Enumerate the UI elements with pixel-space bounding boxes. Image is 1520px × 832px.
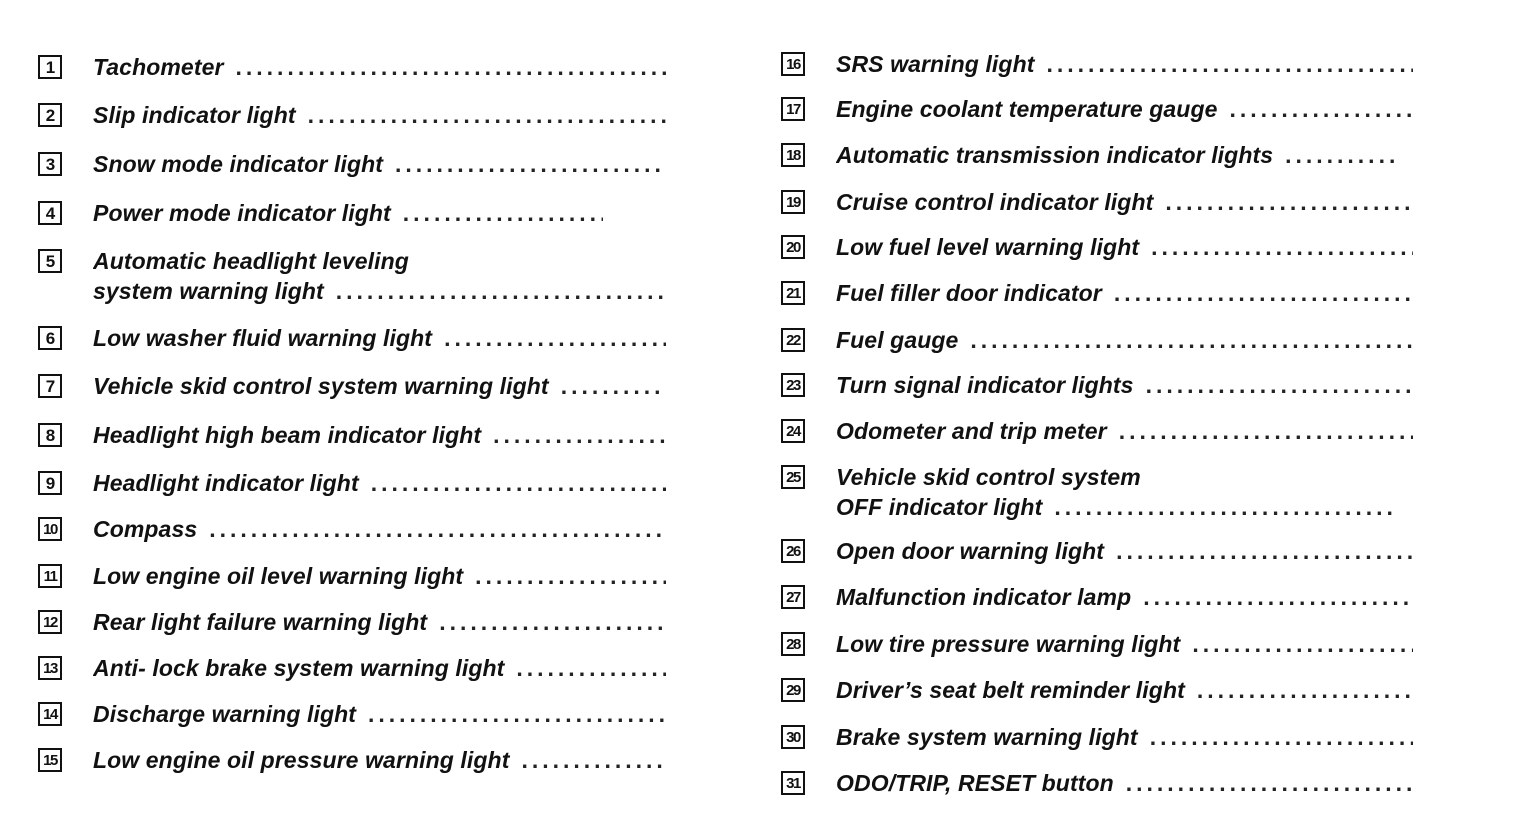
item-number-box: 7 <box>38 374 62 398</box>
item-number-box: 14 <box>38 702 62 726</box>
item-label: Automatic headlight leveling <box>93 248 409 274</box>
dot-leader <box>561 371 666 401</box>
item-number-box: 28 <box>781 632 805 656</box>
item-label: Tachometer <box>93 54 224 80</box>
dot-leader <box>236 52 666 82</box>
legend-item <box>38 371 666 401</box>
legend-item <box>38 468 666 498</box>
item-text <box>93 149 666 179</box>
legend-item <box>781 325 1413 355</box>
item-line <box>93 514 666 544</box>
item-label: Low washer fluid warning light <box>93 325 433 351</box>
item-number-box: 6 <box>38 326 62 350</box>
item-number-box: 18 <box>781 143 805 167</box>
item-text <box>836 49 1413 79</box>
item-label: Fuel filler door indicator <box>836 280 1102 306</box>
dot-leader <box>1126 768 1413 798</box>
legend-item <box>781 675 1413 705</box>
dot-leader <box>336 276 666 306</box>
item-line <box>836 416 1413 446</box>
dot-leader <box>1151 232 1413 262</box>
item-text <box>836 187 1413 217</box>
item-line <box>836 768 1413 798</box>
item-text <box>836 140 1413 170</box>
item-label: Headlight indicator light <box>93 470 359 496</box>
legend-item <box>781 582 1413 612</box>
item-label: Open door warning light <box>836 538 1105 564</box>
dot-leader <box>1197 675 1413 705</box>
item-label: Low tire pressure warning light <box>836 631 1181 657</box>
dot-leader <box>439 607 666 637</box>
legend-item <box>781 722 1413 752</box>
dot-leader <box>1143 582 1413 612</box>
item-text <box>836 370 1413 400</box>
item-line <box>93 276 666 306</box>
legend-item <box>38 745 666 775</box>
item-label: Cruise control indicator light <box>836 189 1154 215</box>
item-label: Low engine oil level warning light <box>93 563 464 589</box>
item-number-box: 30 <box>781 725 805 749</box>
item-label: system warning light <box>93 278 324 304</box>
item-number-box: 29 <box>781 678 805 702</box>
item-line <box>93 100 666 130</box>
item-text <box>93 468 666 498</box>
dot-leader <box>475 561 666 591</box>
legend-item <box>781 536 1413 566</box>
dot-leader <box>1150 722 1413 752</box>
item-number-box: 20 <box>781 235 805 259</box>
item-line <box>93 699 666 729</box>
item-line <box>836 492 1396 522</box>
item-text <box>93 514 666 544</box>
legend-item <box>38 246 666 306</box>
item-number-box: 16 <box>781 52 805 76</box>
item-label: Compass <box>93 516 198 542</box>
legend-item <box>781 278 1413 308</box>
item-number-box: 23 <box>781 373 805 397</box>
item-number-box: 4 <box>38 201 62 225</box>
item-line <box>836 187 1413 217</box>
item-line <box>93 246 666 276</box>
item-line <box>93 468 666 498</box>
item-text <box>836 325 1413 355</box>
legend-item <box>38 323 666 353</box>
item-number-box: 21 <box>781 281 805 305</box>
dot-leader <box>1114 278 1413 308</box>
item-text <box>93 607 666 637</box>
legend-item <box>38 420 666 450</box>
dot-leader <box>516 653 666 683</box>
item-number-box: 26 <box>781 539 805 563</box>
item-number-box: 13 <box>38 656 62 680</box>
item-line <box>93 52 666 82</box>
item-number-box: 17 <box>781 97 805 121</box>
item-number-box: 3 <box>38 152 62 176</box>
item-line <box>836 232 1413 262</box>
item-text <box>93 323 666 353</box>
item-label: Low engine oil pressure warning light <box>93 747 510 773</box>
item-line <box>836 49 1413 79</box>
item-line <box>836 140 1396 170</box>
item-number-box: 22 <box>781 328 805 352</box>
item-label: Fuel gauge <box>836 327 959 353</box>
item-number-box: 1 <box>38 55 62 79</box>
item-label: Vehicle skid control system <box>836 464 1141 490</box>
dot-leader <box>1165 187 1413 217</box>
dot-leader <box>970 325 1413 355</box>
item-text <box>93 420 666 450</box>
item-text <box>836 768 1413 798</box>
item-label: Vehicle skid control system warning light <box>93 373 549 399</box>
legend-item <box>38 198 666 228</box>
legend-item <box>781 187 1413 217</box>
item-text <box>93 246 666 306</box>
item-text <box>836 629 1413 659</box>
item-number-box: 19 <box>781 190 805 214</box>
legend-item <box>781 140 1413 170</box>
legend-item <box>781 768 1413 798</box>
item-text <box>836 722 1413 752</box>
dot-leader <box>1119 416 1413 446</box>
item-number-box: 8 <box>38 423 62 447</box>
item-text <box>93 371 666 401</box>
item-number-box: 31 <box>781 771 805 795</box>
item-line <box>93 420 666 450</box>
legend-item <box>38 514 666 544</box>
item-label: Odometer and trip meter <box>836 418 1107 444</box>
item-line <box>93 323 666 353</box>
item-text <box>836 416 1413 446</box>
item-label: Automatic transmission indicator lights <box>836 142 1274 168</box>
item-line <box>836 582 1413 612</box>
item-text <box>93 653 666 683</box>
item-line <box>836 462 1413 492</box>
item-label: ODO/TRIP, RESET button <box>836 770 1114 796</box>
item-label: Headlight high beam indicator light <box>93 422 482 448</box>
item-text <box>93 198 666 228</box>
item-text <box>836 232 1413 262</box>
item-number-box: 24 <box>781 419 805 443</box>
item-line <box>93 607 666 637</box>
dot-leader <box>444 323 666 353</box>
item-number-box: 25 <box>781 465 805 489</box>
legend-item <box>38 52 666 82</box>
item-line <box>836 278 1413 308</box>
item-text <box>93 745 666 775</box>
legend-item <box>38 149 666 179</box>
item-line <box>93 149 666 179</box>
item-line <box>836 722 1413 752</box>
item-label: Discharge warning light <box>93 701 357 727</box>
item-text <box>836 582 1413 612</box>
dot-leader <box>395 149 666 179</box>
item-text <box>93 100 666 130</box>
item-line <box>836 94 1413 124</box>
legend-item <box>38 100 666 130</box>
item-label: Rear light failure warning light <box>93 609 428 635</box>
item-number-box: 2 <box>38 103 62 127</box>
dot-leader <box>493 420 666 450</box>
item-line <box>836 675 1413 705</box>
item-label: OFF indicator light <box>836 494 1043 520</box>
dot-leader <box>1230 94 1414 124</box>
item-line <box>93 371 666 401</box>
legend-item <box>38 607 666 637</box>
item-label: Turn signal indicator lights <box>836 372 1134 398</box>
item-label: Anti- lock brake system warning light <box>93 655 505 681</box>
item-line <box>836 629 1413 659</box>
item-line <box>93 198 603 228</box>
item-line <box>836 370 1413 400</box>
item-number-box: 27 <box>781 585 805 609</box>
item-text <box>836 278 1413 308</box>
item-text <box>836 462 1413 522</box>
item-text <box>93 52 666 82</box>
legend-item <box>781 232 1413 262</box>
item-number-box: 10 <box>38 517 62 541</box>
item-text <box>836 536 1413 566</box>
item-line <box>93 745 666 775</box>
item-label: Snow mode indicator light <box>93 151 383 177</box>
dot-leader <box>308 100 666 130</box>
legend-item <box>38 699 666 729</box>
dot-leader <box>521 745 666 775</box>
dot-leader <box>403 198 603 228</box>
dot-leader <box>1192 629 1413 659</box>
item-label: Driver’s seat belt reminder light <box>836 677 1185 703</box>
item-number-box: 11 <box>38 564 62 588</box>
legend-item <box>38 561 666 591</box>
item-text <box>836 675 1413 705</box>
legend-item <box>781 416 1413 446</box>
item-line <box>93 653 666 683</box>
legend-item <box>38 653 666 683</box>
item-number-box: 9 <box>38 471 62 495</box>
dot-leader <box>1146 370 1413 400</box>
dot-leader <box>368 699 666 729</box>
item-number-box: 15 <box>38 748 62 772</box>
item-line <box>836 536 1413 566</box>
legend-item <box>781 49 1413 79</box>
item-label: Engine coolant temperature gauge <box>836 96 1218 122</box>
dot-leader <box>1054 492 1396 522</box>
dot-leader <box>1046 49 1413 79</box>
dot-leader <box>371 468 666 498</box>
item-label: Malfunction indicator lamp <box>836 584 1132 610</box>
item-text <box>93 699 666 729</box>
item-text <box>836 94 1413 124</box>
dot-leader <box>209 514 666 544</box>
legend-item <box>781 370 1413 400</box>
legend-item <box>781 629 1413 659</box>
item-label: Brake system warning light <box>836 724 1138 750</box>
dot-leader <box>1285 140 1396 170</box>
item-number-box: 5 <box>38 249 62 273</box>
item-label: Power mode indicator light <box>93 200 391 226</box>
legend-item <box>781 94 1413 124</box>
legend-item <box>781 462 1413 522</box>
dot-leader <box>1116 536 1413 566</box>
item-label: SRS warning light <box>836 51 1035 77</box>
item-text <box>93 561 666 591</box>
item-number-box: 12 <box>38 610 62 634</box>
item-label: Low fuel level warning light <box>836 234 1140 260</box>
item-line <box>836 325 1413 355</box>
item-line <box>93 561 666 591</box>
item-label: Slip indicator light <box>93 102 296 128</box>
